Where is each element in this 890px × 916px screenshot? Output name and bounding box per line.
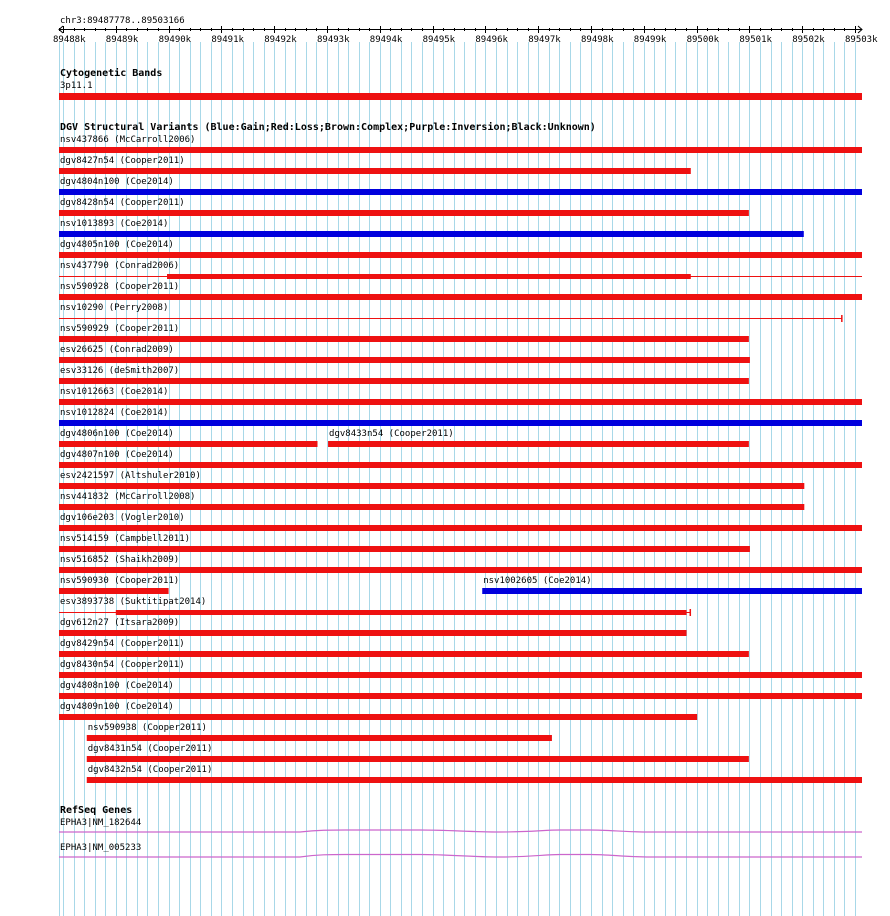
dgv-variant-label[interactable]: esv33126 (deSmith2007)	[60, 366, 180, 376]
dgv-variant-label[interactable]: dgv612n27 (Itsara2009)	[60, 618, 180, 628]
dgv-variant-bar	[87, 756, 749, 762]
dgv-variant-bar	[328, 441, 749, 447]
dgv-variant-label[interactable]: nsv10290 (Perry2008)	[60, 303, 169, 313]
dgv-variant-label[interactable]: dgv8432n54 (Cooper2011)	[87, 765, 213, 775]
dgv-variant-label[interactable]: esv26625 (Conrad2009)	[60, 345, 174, 355]
dgv-variant-bar	[59, 210, 749, 216]
cytoband-track-title: Cytogenetic Bands	[60, 68, 163, 79]
dgv-variant-label[interactable]: nsv437790 (Conrad2006)	[60, 261, 180, 271]
dgv-variant-bar	[116, 610, 687, 615]
dgv-variant-bar	[482, 588, 862, 594]
dgv-variant-label[interactable]: nsv590938 (Cooper2011)	[87, 723, 207, 733]
dgv-variant-bar	[59, 168, 691, 174]
dgv-variant-bar	[59, 525, 862, 531]
dgv-variant-bar	[59, 504, 804, 510]
ruler-tick-label: 89494k	[369, 35, 403, 45]
dgv-variant-label[interactable]: dgv8428n54 (Cooper2011)	[60, 198, 185, 208]
dgv-variant-label[interactable]: nsv590929 (Cooper2011)	[60, 324, 180, 334]
dgv-variant-label[interactable]: dgv8430n54 (Cooper2011)	[60, 660, 185, 670]
dgv-variant-label[interactable]: dgv4806n100 (Coe2014)	[60, 429, 174, 439]
ruler-tick-label: 89501k	[739, 35, 772, 45]
ruler-tick-label: 89500k	[686, 35, 720, 45]
dgv-variant-label[interactable]: nsv437866 (McCarroll2006)	[60, 135, 196, 145]
ruler-tick-label: 89492k	[264, 35, 297, 45]
dgv-variant-bar	[59, 357, 750, 363]
dgv-variant-label[interactable]: dgv106e203 (Vogler2010)	[60, 513, 185, 523]
dgv-track-title: DGV Structural Variants (Blue:Gain;Red:Loss;Brown:Complex;Purple:Inversion;Black:Unknown)	[60, 122, 596, 133]
ruler-tick-label: 89490k	[158, 35, 192, 45]
dgv-variant-label[interactable]: nsv590928 (Cooper2011)	[60, 282, 180, 292]
dgv-variant-bar	[59, 420, 862, 426]
dgv-variant-bar	[59, 378, 749, 384]
dgv-variant-label[interactable]: dgv8427n54 (Cooper2011)	[60, 156, 185, 166]
dgv-variant-bar	[59, 189, 862, 195]
ruler-tick-label: 89496k	[475, 35, 508, 45]
dgv-variant-bar	[87, 735, 552, 741]
ruler-tick-label: 89495k	[422, 35, 456, 45]
cytoband-label[interactable]: 3p11.1	[60, 81, 93, 91]
ruler-tick-label: 89497k	[528, 35, 561, 45]
dgv-variant-bar	[87, 777, 862, 783]
dgv-variant-label[interactable]: esv2421597 (Altshuler2010)	[60, 471, 201, 481]
refseq-gene-label[interactable]: EPHA3|NM_182644	[60, 818, 142, 828]
dgv-variant-bar	[59, 441, 317, 447]
dgv-variant-bar	[59, 336, 749, 342]
dgv-variant-bar	[59, 399, 862, 405]
ruler-tick-label: 89489k	[105, 35, 139, 45]
locus-label: chr3:89487778..89503166	[60, 16, 185, 26]
dgv-variant-label[interactable]: dgv8431n54 (Cooper2011)	[87, 744, 213, 754]
dgv-variant-label[interactable]: nsv1013893 (Coe2014)	[60, 219, 169, 229]
dgv-variant-bar	[59, 588, 169, 594]
ruler-tick-label: 89499k	[633, 35, 667, 45]
dgv-variant-bar	[59, 483, 804, 489]
dgv-variant-label[interactable]: dgv4808n100 (Coe2014)	[60, 681, 174, 691]
dgv-variant-label[interactable]: nsv1012663 (Coe2014)	[60, 387, 169, 397]
dgv-variant-label[interactable]: nsv1012824 (Coe2014)	[60, 408, 169, 418]
dgv-variant-label[interactable]: esv3893738 (Suktitipat2014)	[60, 597, 207, 607]
refseq-track-title: RefSeq Genes	[60, 805, 133, 816]
dgv-variant-label[interactable]: nsv590930 (Cooper2011)	[60, 576, 180, 586]
dgv-variant-label[interactable]: dgv8433n54 (Cooper2011)	[329, 429, 454, 439]
dgv-variant-label[interactable]: nsv1002605 (Coe2014)	[483, 576, 592, 586]
dgv-variant-bar	[59, 147, 862, 153]
dgv-variant-bar	[59, 231, 804, 237]
dgv-variant-label[interactable]: dgv4804n100 (Coe2014)	[60, 177, 174, 187]
dgv-variant-bar	[59, 546, 750, 552]
ruler-tick-label: 89491k	[211, 35, 244, 45]
dgv-variant-bar	[59, 672, 862, 678]
dgv-variant-label[interactable]: dgv4807n100 (Coe2014)	[60, 450, 174, 460]
ruler-tick-label: 89498k	[581, 35, 614, 45]
dgv-variant-bar	[59, 294, 862, 300]
ruler-tick-label: 89488k	[53, 35, 86, 45]
dgv-variant-label[interactable]: nsv514159 (Campbell2011)	[60, 534, 191, 544]
dgv-variant-bar	[59, 462, 862, 468]
dgv-variant-label[interactable]: dgv8429n54 (Cooper2011)	[60, 639, 185, 649]
dgv-variant-label[interactable]: dgv4809n100 (Coe2014)	[60, 702, 174, 712]
dgv-variant-label[interactable]: nsv441832 (McCarroll2008)	[60, 492, 196, 502]
cytoband-bar	[59, 93, 862, 100]
dgv-variant-bar	[59, 693, 862, 699]
ruler-tick-label: 89502k	[792, 35, 825, 45]
dgv-variant-bar	[59, 567, 862, 573]
refseq-gene-label[interactable]: EPHA3|NM_005233	[60, 843, 142, 853]
dgv-variant-bar	[59, 651, 749, 657]
ruler-tick-label: 89493k	[317, 35, 350, 45]
dgv-variant-label[interactable]: dgv4805n100 (Coe2014)	[60, 240, 174, 250]
ruler-tick-label: 89503k	[845, 35, 878, 45]
dgv-variant-bar	[167, 274, 691, 279]
dgv-variant-bar	[59, 714, 697, 720]
dgv-variant-label[interactable]: nsv516852 (Shaikh2009)	[60, 555, 180, 565]
dgv-variant-bar	[59, 252, 862, 258]
dgv-variant-bar	[59, 630, 687, 636]
